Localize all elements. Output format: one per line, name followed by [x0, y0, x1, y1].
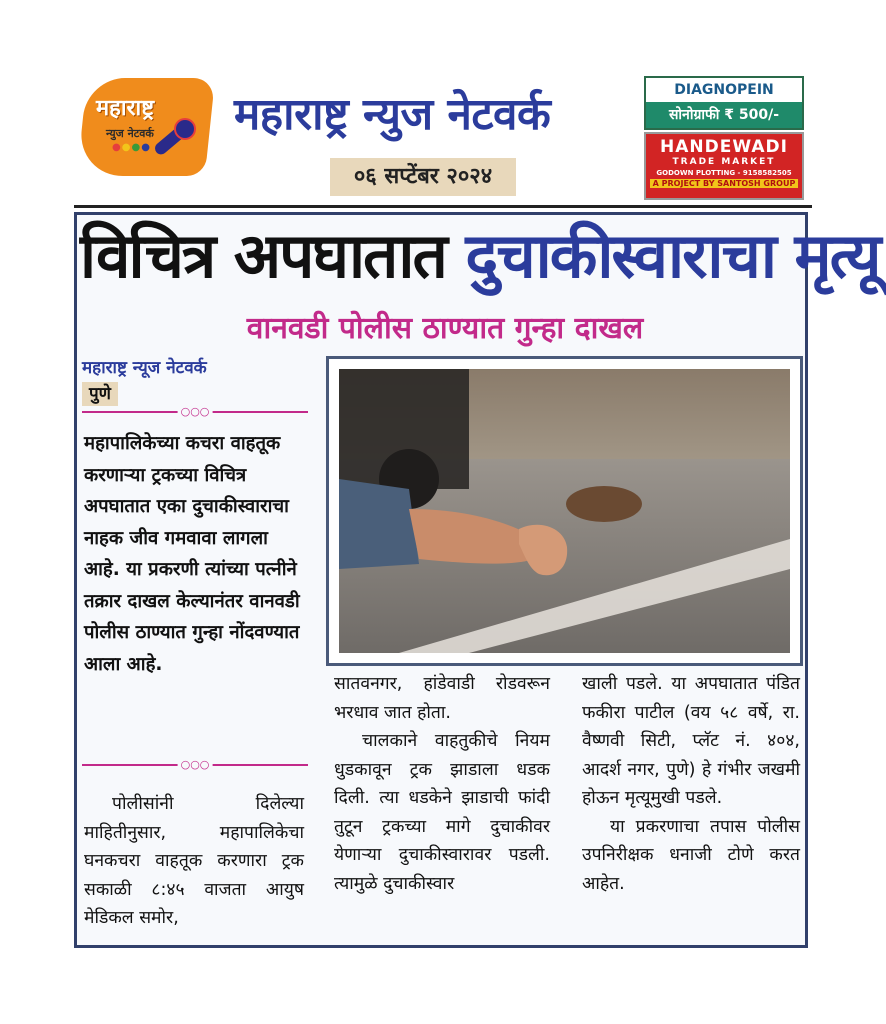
logo-title: महाराष्ट्र	[96, 96, 155, 121]
body-column-3	[582, 670, 800, 898]
ad-diagnopein-offer: सोनोग्राफी ₹ 500/-	[646, 102, 802, 128]
ad-handewadi-title: HANDEWADI	[660, 137, 788, 157]
ad-handewadi-tagline: A PROJECT BY SANTOSH GROUP	[650, 179, 798, 188]
article-subheadline: वानवडी पोलीस ठाण्यात गुन्हा दाखल	[246, 311, 644, 346]
issue-date: ०६ सप्टेंबर २०२४	[330, 158, 516, 196]
article-lead: महापालिकेच्या कचरा वाहतूक करणाऱ्या ट्रकच्या विचित्र अपघातात एका दुचाकीस्वाराचा नाहक जीव गमवावा लागला आहे. या प्रकरणी त्यांच्या पत्नीने तक्रार दाखल केल्यानंतर वानवडी पोलीस ठाण्यात गुन्हा नोंदवण्यात आला आहे.	[84, 433, 300, 675]
masthead-title: महाराष्ट्र न्युज नेटवर्क	[234, 89, 551, 140]
ornament-divider-bottom: ○○○	[82, 758, 308, 772]
headline-part-1: विचित्र अपघातात	[80, 219, 446, 292]
body-column-2-para-2: चालकाने वाहतुकीचे नियम धुडकावून ट्रक झाडाला धडक दिली. त्या धडकेने झाडाची फांदी तुटून ट्रकच्या मागे दुचाकीवर येणाऱ्या दुचाकीस्वारावर पडली. त्यामुळे दुचाकीस्वार	[334, 731, 550, 894]
article-headline	[80, 214, 880, 298]
accident-scene-image	[339, 369, 790, 653]
ad-handewadi-line: GODOWN PLOTTING - 9158582505	[656, 169, 792, 177]
body-column-3-para-2: या प्रकरणाचा तपास पोलीस उपनिरीक्षक धनाजी टोणे करत आहेत.	[582, 816, 800, 894]
article-photo	[326, 356, 803, 666]
header-divider	[74, 205, 812, 208]
ad-handewadi-subtitle: TRADE MARKET	[672, 157, 776, 167]
logo-subtitle: न्युज नेटवर्क	[106, 127, 154, 140]
headline-part-2: दुचाकीस्वाराचा मृत्यू	[465, 219, 880, 292]
body-column-3-para-1: खाली पडले. या अपघातात पंडित फकीरा पाटील (वय ५८ वर्षे, रा. वैष्णवी सिटी, प्लॅट नं. ४०४, आदर्श नगर, पुणे) हे गंभीर जखमी होऊन मृत्यूमुखी पडले.	[582, 674, 800, 808]
microphone-head-icon	[174, 118, 196, 140]
ornament-divider-top: ○○○	[82, 405, 308, 419]
dateline-place: पुणे	[82, 382, 118, 406]
ad-diagnopein[interactable]	[644, 76, 804, 130]
body-column-2-para-1: सातवनगर, हांडेवाडी रोडवरून भरधाव जात होता.	[334, 674, 550, 723]
byline: महाराष्ट्र न्यूज नेटवर्क	[82, 358, 207, 378]
logo-dots: ●●●●	[112, 142, 151, 153]
ad-handewadi[interactable]	[644, 132, 804, 200]
body-column-1: पोलीसांनी दिलेल्या माहितीनुसार, महापालिकेचा घनकचरा वाहतूक करणारा ट्रक सकाळी ८:४५ वाजता आयुष मेडिकल समोर,	[84, 794, 304, 928]
ad-diagnopein-brand: DIAGNOPEIN	[674, 82, 774, 98]
newspaper-logo	[82, 78, 210, 176]
body-column-2	[334, 670, 550, 898]
